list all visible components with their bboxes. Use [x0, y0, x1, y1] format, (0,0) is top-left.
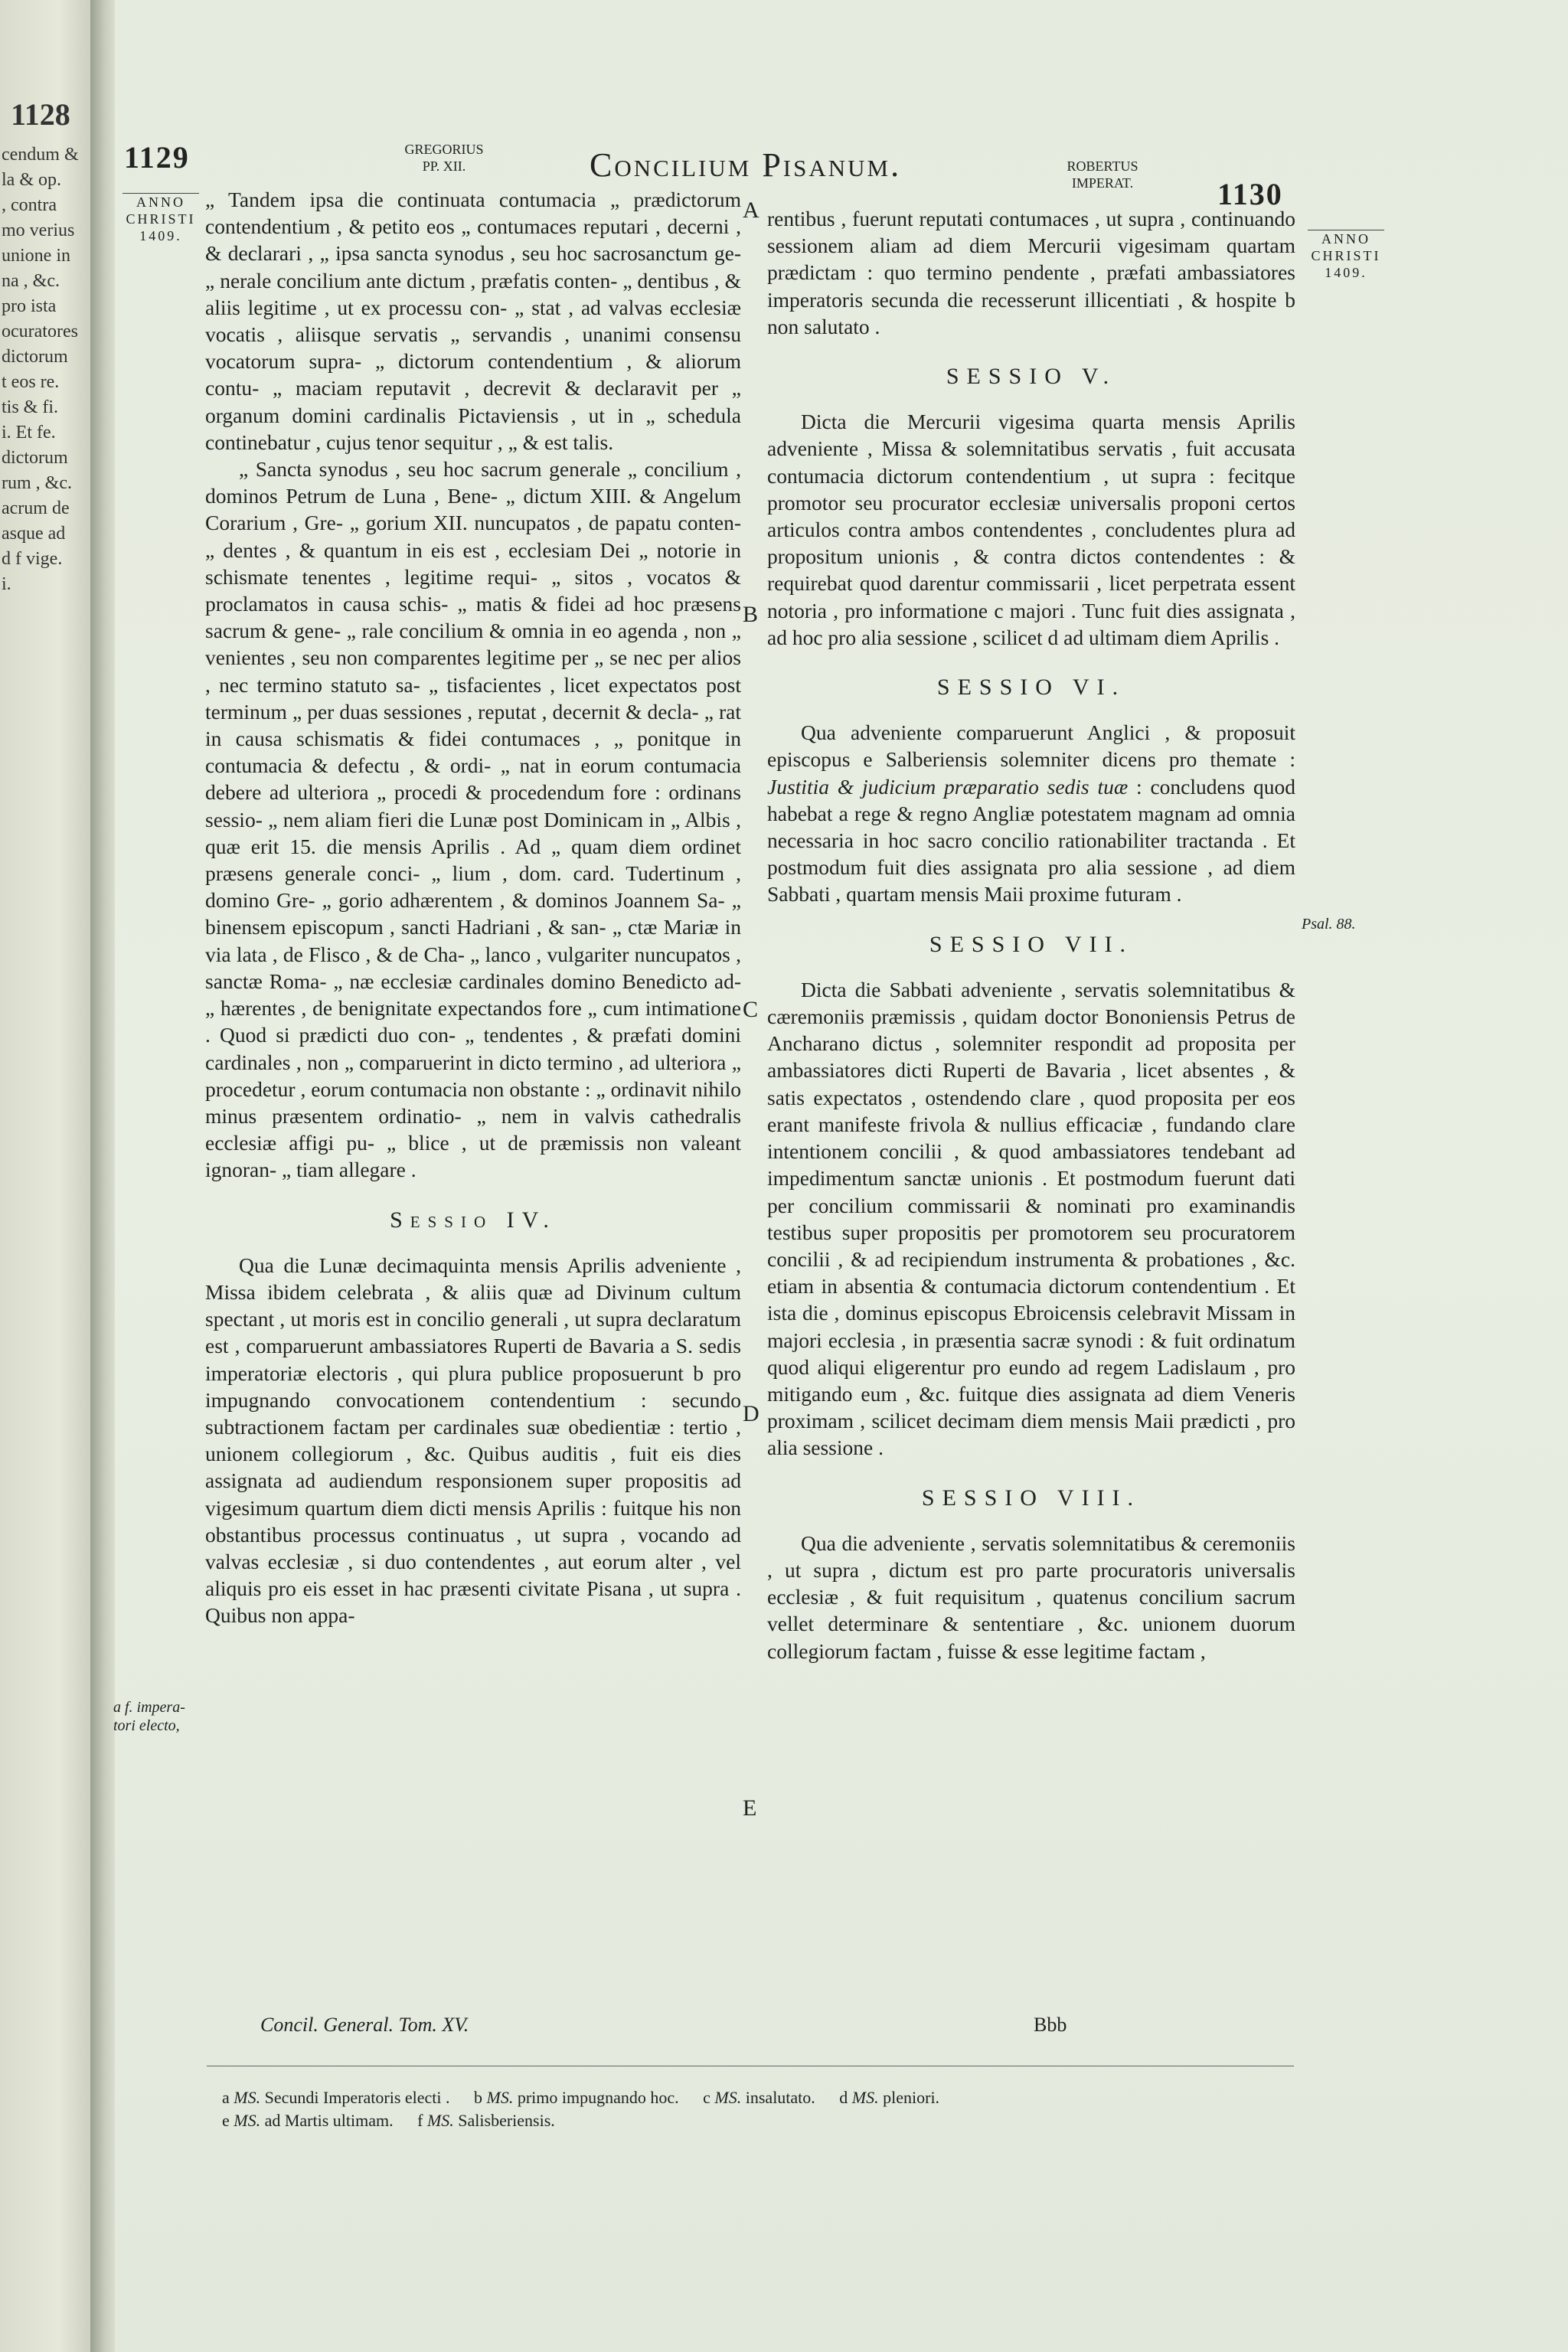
facing-page-fragment: dictorum	[2, 347, 68, 367]
facing-page-fragment: ocuratores	[2, 322, 78, 341]
session-6-psalm-quote: Justitia & judicium præparatio sedis tuæ	[767, 774, 1129, 799]
running-head-emperor	[1057, 158, 1148, 191]
folio-right: 1130	[1217, 177, 1283, 211]
footnote-a-ms: MS.	[234, 2088, 261, 2107]
anno-right-christi: CHRISTI	[1311, 248, 1381, 263]
footnote-e-key: e	[222, 2111, 230, 2130]
facing-page-fragment: la & op.	[2, 170, 61, 190]
continuation-text: rentibus , fuerunt reputati contumaces , ut supra , continuando sessionem aliam ad diem Mercurii vigesimam quartam prædictam : quo termino pendente , præfati ambassiatores imperatoris secunda die recesserunt illicentiati , & hospite b non salutato .	[767, 207, 1295, 338]
footnote-a	[222, 2086, 450, 2109]
footnote-c-ms: MS.	[714, 2088, 742, 2107]
footnote-e-ms: MS.	[234, 2111, 261, 2130]
facing-page-fragment: , contra	[2, 195, 57, 215]
decree-paragraph-1: „ Tandem ipsa die continuata contumacia „ prædictorum contendentium , & petito eos „ contumaces reputari , decerni , & declarari , „ ipsa sancta synodus , seu hoc sacrosanctum ge- „ nerale concilium ante dictum , præfatis conten- „ dentibus , & aliis legitime , ut ex processu con- „ stat , ad valvas ecclesiæ vocatis , aliisque servatis „ servandis , unanimi consensu vocatorum supra- „ dictorum contendentium , & aliorum contu- „ maciam reputavit , decrevit & declaravit per „ organum domini cardinalis Pictaviensis , ut in „ schedula continebatur , cujus tenor sequitur , „ & est talis.	[205, 188, 741, 454]
session-7-text: Dicta die Sabbati adveniente , servatis solemnitatibus & cæremoniis præmissis , quidam doctor Bononiensis Petrus de Ancharano dictus , solemniter respondit ad proposita per ambassiatores dicti Ruperti de Bavaria , licet absentes , & satis expectatos , ostendendo clare , quod proposita per eos erant manifeste frivola & nullius efficaciæ , fundando clare intentionem concilii , & quod ambassiatores tendebant ad impedimentum sanctæ unionis . Et postmodum fuerunt dati per concilium commissarii & nominati pro examinandis testibus super propositis per promotorem seu procuratorem concilii , & ad recipiendum instrumenta & probationes , &c. etiam in absentia & contumacia dictorum contendentium . Et ista die , dominus episcopus Ebroicensis celebravit Missam in majori ecclesia , in præsentia sacræ synodi : & fuit ordinatum quod aliqui eligerentur pro eundo ad regem Ladislaum , pro mitigando eum , &c. fuitque dies assignata ad diem Veneris proximam , scilicet decimam diem mensis Maii prædicti , pro alia sessione .	[767, 977, 1295, 1460]
running-head-emperor-line2: IMPERAT.	[1071, 175, 1134, 191]
footnote-e	[222, 2109, 394, 2132]
anno-left-year: 1409.	[139, 228, 182, 243]
facing-page-fragment: rum , &c.	[2, 473, 72, 493]
session-8-heading: SESSIO VIII.	[921, 1485, 1142, 1511]
footnote-c-key: c	[703, 2088, 710, 2107]
running-head-pope	[398, 141, 490, 175]
anno-right	[1308, 230, 1384, 281]
facing-page-fragment: na , &c.	[2, 271, 60, 291]
running-head-pope-line2: PP. XII.	[422, 158, 466, 174]
gathering-signature: Bbb	[1034, 2014, 1067, 2036]
sidenote-right: Psal. 88.	[1302, 916, 1356, 933]
facing-page	[0, 0, 98, 2352]
footnote-b	[474, 2086, 679, 2109]
marker-e: E	[743, 1795, 757, 1821]
volume-signature: Concil. General. Tom. XV.	[260, 2014, 469, 2036]
footnote-a-key: a	[222, 2088, 230, 2107]
marker-a: A	[743, 198, 760, 223]
session-6-text	[767, 719, 1295, 907]
footnote-f-text: Salisberiensis.	[458, 2111, 555, 2130]
footnote-b-ms: MS.	[486, 2088, 514, 2107]
session-8-text: Qua die adveniente , servatis solemnitatibus & ceremoniis , ut supra , dictum est pro parte procuratoris universalis ecclesiæ , & fuit requisitum , quatenus concilium sacrum vellet determinare & sententiare , &c. unionem duorum collegiorum factam , fuisse & esse legitime factam ,	[767, 1530, 1295, 1663]
footnote-c-text: insalutato.	[745, 2088, 815, 2107]
session-6-text-a: Qua adveniente comparuerunt Anglici , & proposuit episcopus e Salberiensis solemniter dicens pro themate :	[767, 720, 1295, 772]
footnote-d-text: pleniori.	[883, 2088, 940, 2107]
facing-page-fragment: t eos re.	[2, 372, 60, 392]
facing-page-fragment: i. Et fe.	[2, 423, 56, 443]
anno-right-year: 1409.	[1325, 265, 1367, 280]
facing-page-fragment: tis & fi.	[2, 397, 59, 417]
facing-page-fragment: dictorum	[2, 448, 68, 468]
footnotes	[222, 2086, 1309, 2132]
session-4-heading: Sessio IV.	[390, 1207, 557, 1233]
facing-page-fragment: asque ad	[2, 524, 66, 544]
facing-page-fragment: pro ista	[2, 296, 57, 316]
facing-page-fragment: unione in	[2, 246, 70, 266]
marker-c: C	[743, 997, 759, 1022]
footnote-d-key: d	[839, 2088, 848, 2107]
footnote-b-text: primo impugnando hoc.	[517, 2088, 679, 2107]
footnote-f-key: f	[417, 2111, 423, 2130]
folio-left: 1129	[124, 140, 190, 175]
facing-page-fragment: i.	[2, 574, 11, 594]
right-column	[767, 205, 1295, 1664]
facing-page-folio: 1128	[11, 97, 70, 132]
facing-page-fragments	[2, 142, 93, 597]
facing-page-fragment: cendum &	[2, 145, 79, 165]
session-5-text: Dicta die Mercurii vigesima quarta mensis Aprilis adveniente , Missa & solemnitatibus servatis , fuit accusata contumacia dictorum contendentium , ut supra : fecitque promotor seu procurator ecclesiæ universalis proponi certos articulos contra ambos contendentes , concludentes plura ad propositum unionis , & contra dictos contendentes : & requirebat quod darentur commissarii , licet perpetrata essent notoria , pro informatione c majori . Tunc fuit dies assignata , ad hoc pro alia sessione , scilicet d ad ultimam diem Aprilis .	[767, 410, 1295, 649]
running-head-emperor-line1: ROBERTUS	[1067, 158, 1138, 174]
anno-left	[122, 193, 199, 244]
marker-b: B	[743, 602, 759, 627]
session-7-heading: SESSIO VII.	[929, 931, 1134, 957]
running-head-title: Concilium Pisanum.	[590, 146, 902, 184]
marker-d: D	[743, 1401, 760, 1426]
session-6-heading: SESSIO VI.	[936, 675, 1126, 701]
anno-left-label: ANNO	[122, 193, 199, 211]
footnote-e-text: ad Martis ultimam.	[264, 2111, 394, 2130]
anno-right-label: ANNO	[1308, 230, 1384, 247]
footnote-b-key: b	[474, 2088, 483, 2107]
session-5-heading: SESSIO V.	[946, 364, 1117, 390]
left-column	[205, 186, 741, 1629]
footnote-f	[417, 2109, 555, 2132]
decree-paragraph-2: „ Sancta synodus , seu hoc sacrum generale „ concilium , dominos Petrum de Luna , Bene- „ dictum XIII. & Angelum Corarium , Gre- „ gorium XII. nuncupatos , de papatu conten- „ dentes , & quantum in eis est , ecclesiam Dei „ notorie in schismate tenentes , legitime requi- „ sitos , vocatos & proclamatos in causa schis- „ matis & fidei ad hoc præsens sacrum & gene- „ rale concilium & omnia in eo agenda , non „ venientes , seu non comparentes legitime per „ se nec per alios , nec termino statuto sa- „ tisfacientes , licet expectatos post terminum „ per duas sessiones , reputat , decernit & decla- „ rat in causa schismatis & fidei contumaces , „ ponitque in contumacia & defectu , & ordi- „ nat in eorum contumacia debere ad ulteriora „ procedi & procedendum fore : ordinans sessio- „ nem aliam fieri die Lunæ post Dominicam in „ Albis , quæ erit 15. die mensis Aprilis . Ad „ quam diem ordinet præsens generale conci- „ lium , dom. card. Tudertinum , domino Gre- „ gorio adhærentem , & dominos Joannem Sa- „ binensem episcopum , sancti Hadriani , & san- „ ctæ Mariæ in via lata , de Flisco , & de Cha- „ lanco , vulgariter nuncupatos , sanctæ Roma- „ næ ecclesiæ cardinales domino Benedicto ad- „ hærentes , de benignitate expectandos fore „ cum intimatione . Quod si prædicti duo con- „ tendentes , & præfati domini cardinales , non „ comparuerint in dicto termino , ad ulteriora „ procedetur , eorum contumacia non obstante : „ ordinavit nihilo minus præsentem ordinatio- „ nem in valvis cathedralis ecclesiæ affigi pu- „ blice , ut de præmissis non valeant ignoran- „ tiam allegare .	[205, 457, 741, 1182]
facing-page-fragment: acrum de	[2, 498, 70, 518]
footnote-a-text: Secundi Imperatoris electi .	[264, 2088, 450, 2107]
footnote-d-ms: MS.	[851, 2088, 879, 2107]
facing-page-fragment: d f vige.	[2, 549, 63, 569]
running-head-pope-line1: GREGORIUS	[404, 142, 484, 157]
anno-left-christi: CHRISTI	[126, 211, 196, 227]
footnote-c	[703, 2086, 815, 2109]
footnote-d	[839, 2086, 939, 2109]
session-4-text: Qua die Lunæ decimaquinta mensis Aprilis adveniente , Missa ibidem celebrata , & aliis quæ ad Divinum cultum spectant , ut moris est in concilio generali , ut supra declaratum est , comparuerunt ambassiatores Ruperti de Bavaria a S. sedis imperatoriæ electoris , qui plura publice proposuerunt b pro impugnando convocationem contendentium : secundo subtractionem factam per cardinales suæ obedientiæ : tertio , unionem collegiorum , &c. Quibus auditis , fuit eis dies assignata ad audiendum responsionem super propositis ad vigesimum quartum diem dicti mensis Aprilis : fuitque his non obstantibus processus continuatus , ut supra , vocando ad valvas ecclesiæ , si duo contendentes , aut eorum alter , vel aliquis pro eis esset in hac præsenti civitate Pisana , ut supra . Quibus non appa-	[205, 1253, 741, 1628]
session-6-text-b: : concludens quod habebat a rege & regno Angliæ potestatem magnam ad omnia necessaria in hoc sacro concilio rationabiliter tractanda . Et postmodum fuit dies assignata pro alia sessione , ad diem Sabbati , quartam mensis Maii proxime futuram .	[767, 774, 1296, 906]
facing-page-fragment: mo verius	[2, 220, 75, 240]
sidenote-left: a f. impera- tori electo,	[113, 1699, 185, 1734]
footnote-f-ms: MS.	[426, 2111, 454, 2130]
